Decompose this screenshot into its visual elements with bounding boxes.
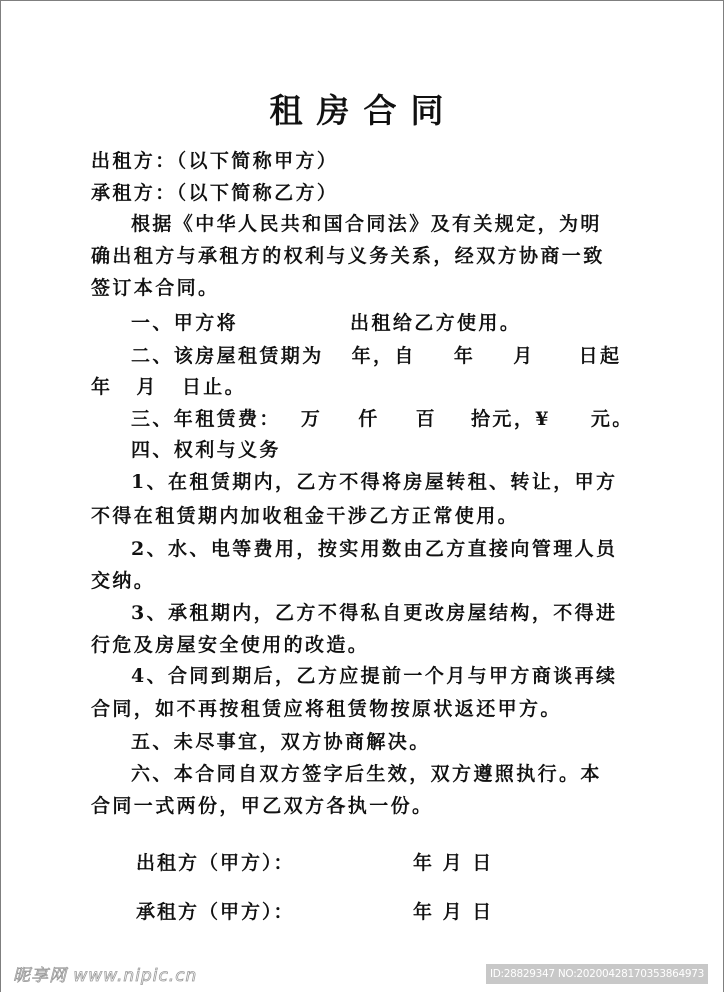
lessor-line: 出租方：（以下简称甲方） xyxy=(91,150,339,172)
clause-2-part-c: 年 xyxy=(453,345,476,367)
clause-2-part-a: 二、该房屋租赁期为 xyxy=(131,345,324,367)
clause-2-cont xyxy=(91,371,246,403)
lessee-line: 承租方：（以下简称乙方） xyxy=(91,182,339,204)
preamble-line-1: 根据《中华人民共和国合同法》及有关规定，为明 xyxy=(131,213,602,235)
preamble-line-2: 确出租方与承租方的权利与义务关系，经双方协商一致 xyxy=(91,245,605,267)
item-3-line-1: 3、承租期内，乙方不得私自更改房屋结构，不得进 xyxy=(131,602,618,624)
item-4-line-1: 4、合同到期后，乙方应提前一个月与甲方商谈再续 xyxy=(131,665,618,687)
clause-2-part-g: 月 xyxy=(136,376,158,398)
clause-3-part-d: 百 xyxy=(415,408,438,430)
clause-3 xyxy=(131,403,634,435)
item-2-line-1: 2、水、电等费用，按实用数由乙方直接向管理人员 xyxy=(131,538,618,560)
clause-3-part-e: 拾元，¥ xyxy=(471,408,551,430)
lessee-signature-label: 承租方（甲方）： xyxy=(136,901,295,923)
clause-2-part-e: 日起 xyxy=(578,345,622,367)
clause-3-part-b: 万 xyxy=(300,408,323,430)
lessor-signature-label: 出租方（甲方）： xyxy=(136,852,295,874)
clause-2 xyxy=(131,340,621,372)
clause-2-part-h: 日止。 xyxy=(181,376,247,398)
lessee-signature-date: 年 月 日 xyxy=(413,901,494,923)
watermark-id: ID:28829347 NO:20200428170353864973 xyxy=(486,964,708,984)
clause-1-part-b: 出租给乙方使用。 xyxy=(350,312,522,334)
item-2-line-2: 交纳。 xyxy=(91,570,156,592)
item-4-line-2: 合同，如不再按租赁应将租赁物按原状返还甲方。 xyxy=(91,698,562,720)
document-title: 租房合同 xyxy=(269,91,458,130)
clause-1-part-a: 一、甲方将 xyxy=(131,312,239,334)
clause-2-part-b: 年，自 xyxy=(351,345,416,367)
clause-1 xyxy=(131,307,521,339)
clause-3-part-c: 仟 xyxy=(358,408,380,430)
watermark-logo: 昵享网 www.nipic.cn xyxy=(13,966,198,986)
clause-3-part-a: 三、年租赁费： xyxy=(131,408,281,430)
clause-2-part-f: 年 xyxy=(91,376,113,398)
clause-3-part-f: 元。 xyxy=(590,408,634,430)
item-1-line-2: 不得在租赁期内加收租金干涉乙方正常使用。 xyxy=(91,505,520,527)
clause-6-line-1: 六、本合同自双方签字后生效，双方遵照执行。本 xyxy=(131,763,602,785)
preamble-line-3: 签订本合同。 xyxy=(91,277,220,299)
item-1-line-1: 1、在租赁期内，乙方不得将房屋转租、转让，甲方 xyxy=(131,471,618,493)
clause-6-line-2: 合同一式两份，甲乙双方各执一份。 xyxy=(91,795,434,817)
clause-4-heading: 四、权利与义务 xyxy=(131,439,281,461)
lessor-signature-date: 年 月 日 xyxy=(413,852,494,874)
clause-5: 五、未尽事宜，双方协商解决。 xyxy=(131,731,431,753)
item-3-line-2: 行危及房屋安全使用的改造。 xyxy=(91,634,370,656)
clause-2-part-d: 月 xyxy=(513,345,535,367)
